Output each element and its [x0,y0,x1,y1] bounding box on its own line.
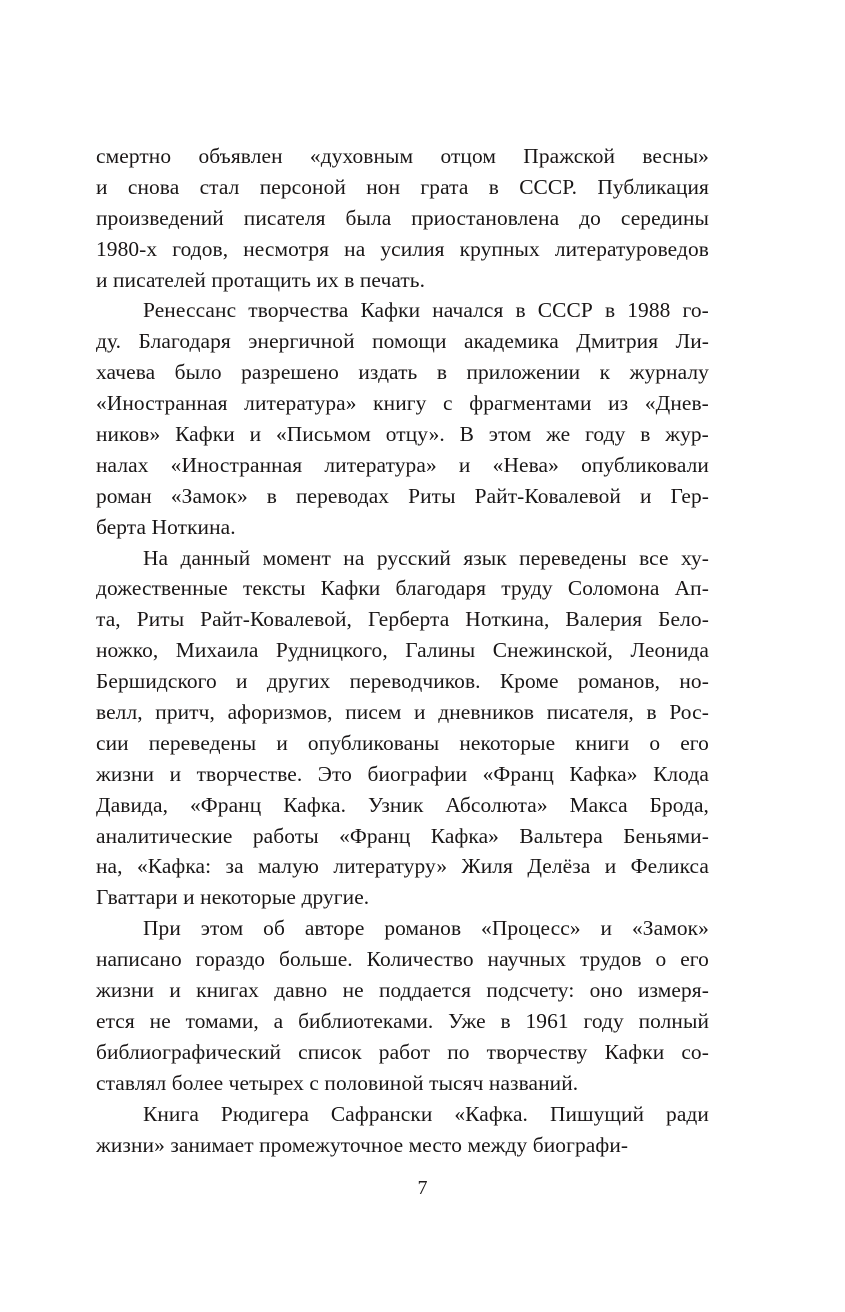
text-line: жизни» занимает промежуточное место между биографи- [96,1132,629,1157]
word: в [436,360,448,385]
word: жизни [96,978,155,1003]
word: СССР [537,298,593,323]
word: притч, [155,700,215,725]
word: весны» [642,144,709,168]
word: Узник [367,792,424,817]
word: Рос- [669,700,709,725]
word: других [266,669,331,694]
word: Кафка» [430,823,499,848]
word: в [500,1008,511,1033]
word: середины [620,205,709,230]
word: в [646,700,657,725]
word: издать [358,360,418,385]
word: Ренессанс [143,298,237,323]
word: начался [432,298,504,323]
word: язык [463,545,507,570]
text-line [96,234,709,265]
word: ется [96,1008,135,1033]
word: «Нева» [492,452,559,477]
word: крупных [459,236,540,261]
text-line [96,419,709,450]
text-line [96,1006,709,1037]
word: Это [317,761,352,786]
word: жур- [665,422,709,447]
word: го- [682,298,709,323]
text-line [96,913,709,944]
word: На [143,545,169,570]
word: Соломона [567,576,660,601]
text-line [96,172,709,203]
word: творчеству [486,1039,588,1064]
word: по [447,1039,470,1064]
word: Риты [136,607,185,632]
word: отцу». [385,422,445,447]
word: «Кафка. [454,1101,529,1126]
word: литературу» [333,854,448,879]
word: помощи [372,329,447,354]
word: не [149,1008,171,1033]
word: несмотря [243,236,330,261]
word: тексты [242,576,306,601]
word: ножко, [96,638,159,663]
word: и [276,730,288,755]
word: ху- [680,545,709,570]
word: оно [589,978,623,1003]
word: из [608,391,629,416]
word: в [488,174,499,199]
word: опубликованы [307,730,440,755]
word: но- [679,669,709,694]
text-line [96,975,709,1006]
word: «Франц [339,823,411,848]
text-line [96,635,709,666]
word: писателя, [546,700,634,725]
word: хачева [96,360,156,385]
word: СССР. [519,174,578,199]
word: «Днев- [644,391,709,416]
word: Дмитрия [576,329,659,354]
word: список [298,1039,362,1064]
text-line [96,728,709,759]
word: и [600,916,613,941]
word: «Франц [189,792,262,817]
word: стал [199,174,240,199]
word: томами, [185,1008,259,1033]
page-number: 7 [417,1177,428,1199]
word: аналитические [96,823,233,848]
word: гораздо [195,947,266,972]
word: «Иностранная [170,452,303,477]
word: в [640,422,651,447]
word: авторе [304,916,365,941]
word: о [655,947,667,972]
paragraph [96,1099,709,1161]
word: Бело- [658,607,709,632]
word: Давида, [96,792,169,817]
word: Беньями- [623,823,709,848]
word: Райт-Ковалевой [474,483,621,508]
word: Леонида [630,638,709,663]
word: больше. [279,947,353,972]
word: «Кафка: [136,854,212,879]
word: а [273,1008,284,1033]
word: Снежинской, [492,638,613,663]
word: произведений [96,205,224,230]
text-line: берта Ноткина. [96,514,236,539]
word: на, [96,854,123,879]
text-line [96,450,709,481]
word: в [515,298,526,323]
word: книги [575,730,630,755]
text-line [96,141,709,172]
word: и [236,669,248,694]
word: афоризмов, [227,700,333,725]
word: смертно [96,144,172,168]
word: научных [487,947,567,972]
word: момент [262,545,331,570]
word: Феликса [630,854,709,879]
word: все [639,545,669,570]
word: снова [127,174,180,199]
word: нон [366,174,401,199]
paragraph [96,543,709,914]
word: писателя [243,205,326,230]
word: Публикация [597,174,709,199]
word: книгу [373,391,427,416]
text-line [96,357,709,388]
text-line [96,543,709,574]
word: персоной [259,174,346,199]
text-line: и писателей протащить их в печать. [96,267,426,292]
word: и [249,422,262,447]
word: Рудницкого, [275,638,388,663]
word: к [599,360,611,385]
paragraph [96,295,709,542]
word: Кафки [604,1039,665,1064]
text-line [96,326,709,357]
word: биографии [367,761,468,786]
word: полный [638,1008,709,1033]
word: разрешено [241,360,339,385]
word: о [649,730,661,755]
word: переведены [519,545,627,570]
text-line [96,203,709,234]
word: энергичной [248,329,355,354]
text-line [96,944,709,975]
word: ради [666,1101,709,1126]
word: Пражской [523,144,616,168]
page-text-body [96,141,709,1160]
word: библиографический [96,1039,282,1064]
word: труду [501,576,553,601]
word: жизни [96,761,155,786]
word: Райт-Ковалевой, [200,607,352,632]
word: писем [345,700,402,725]
word: литература» [244,391,357,416]
word: на [344,236,366,261]
word: работы [252,823,319,848]
text-line [96,388,709,419]
word: Галины [405,638,476,663]
word: за [225,854,244,879]
word: и [169,761,182,786]
word: В [459,422,474,447]
text-line [96,295,709,326]
word: творчества [248,298,349,323]
word: дожественные [96,576,228,601]
word: Клода [653,761,709,786]
word: и [169,978,181,1003]
text-line [96,697,709,728]
text-line [96,604,709,635]
text-line [96,666,709,697]
word: малую [258,854,319,879]
word: измеря- [637,978,709,1003]
word: «Замок» [631,916,709,941]
word: «Замок» [170,483,248,508]
word: переводчиков. [349,669,481,694]
word: ду. [96,329,122,354]
word: году [583,1008,624,1033]
word: Риты [408,483,456,508]
word: 1988 [627,298,671,323]
word: годов, [172,236,229,261]
word: и [458,452,471,477]
word: Абсолюта» [445,792,548,817]
word: русский [376,545,451,570]
text-line [96,851,709,882]
word: романов, [577,669,661,694]
word: дневников [438,700,535,725]
word: Уже [448,1008,486,1033]
word: объявлен [198,144,283,168]
word: Макса [569,792,628,817]
word: и [414,700,426,725]
word: 1961 [525,1008,569,1033]
word: и [639,483,652,508]
word: Гер- [670,483,709,508]
word: приложении [466,360,581,385]
word: опубликовали [581,452,709,477]
word: Делёза [527,854,591,879]
word: литература» [324,452,437,477]
word: году [585,422,626,447]
text-line: ставлял более четырех с половиной тысяч названий. [96,1070,579,1095]
text-line [96,481,709,512]
word: Кроме [499,669,559,694]
word: приостановлена [411,205,560,230]
word: Книга [143,1101,199,1126]
word: давно [274,978,328,1003]
word: «духовным [309,144,414,168]
word: книгах [196,978,259,1003]
word: в [266,483,277,508]
word: Михаила [175,638,259,663]
word: и [96,174,108,199]
word: трудов [579,947,642,972]
word: Кафки [360,298,421,323]
word: не [342,978,364,1003]
text-line [96,1037,709,1068]
word: этом [488,422,532,447]
word: Брода, [649,792,709,817]
word: этом [200,916,244,941]
word: на [343,545,365,570]
word: Пишущий [549,1101,645,1126]
word: Благодаря [138,329,231,354]
word: велл, [96,700,143,725]
word: в [604,298,616,323]
word: налах [96,452,149,477]
word: Кафки [320,576,381,601]
paragraph [96,913,709,1098]
word: Кафка. [283,792,347,817]
word: усилия [380,236,445,261]
word: Герберта [367,607,450,632]
word: со- [681,1039,709,1064]
word: грата [420,174,469,199]
word: некоторые [459,730,556,755]
paragraph [96,141,709,295]
word: 1980-х [96,236,158,261]
word: об [263,916,285,941]
word: с [443,391,453,416]
word: фрагментами [469,391,592,416]
text-line [96,573,709,604]
word: поддается [378,978,472,1003]
word: журналу [629,360,709,385]
word: Сафрански [330,1101,433,1126]
word: работ [378,1039,431,1064]
word: подсчету: [486,978,575,1003]
word: его [680,730,709,755]
word: благодаря [395,576,487,601]
word: Количество [366,947,474,972]
text-line [96,790,709,821]
word: написано [96,947,182,972]
word: Ап- [674,576,709,601]
word: переведены [148,730,257,755]
word: сии [96,730,129,755]
text-line [96,821,709,852]
word: литературоведов [554,236,709,261]
word: Кафки [175,422,235,447]
word: до [579,205,601,230]
word: переводах [295,483,390,508]
word: Ноткина, [465,607,550,632]
word: же [546,422,571,447]
word: романов [384,916,462,941]
word: библиотеками. [298,1008,434,1033]
word: Вальтера [519,823,603,848]
word: Бершидского [96,669,217,694]
word: При [143,916,181,941]
word: Ли- [675,329,709,354]
word: Рюдигера [220,1101,309,1126]
word: «Франц [482,761,554,786]
word: и [604,854,617,879]
word: было [174,360,222,385]
word: его [680,947,709,972]
word: отцом [440,144,496,168]
word: Валерия [565,607,643,632]
text-line [96,1099,709,1130]
word: «Иностранная [96,391,228,416]
word: «Письмом [275,422,371,447]
word: академика [463,329,559,354]
word: «Процесс» [481,916,581,941]
word: была [345,205,392,230]
word: творчестве. [196,761,303,786]
text-line: Гваттари и некоторые другие. [96,885,370,910]
word: Жиля [461,854,513,879]
word: данный [180,545,251,570]
text-line [96,759,709,790]
word: роман [96,483,152,508]
word: та, [96,607,121,632]
word: Кафка» [569,761,638,786]
word: ников» [96,422,161,447]
